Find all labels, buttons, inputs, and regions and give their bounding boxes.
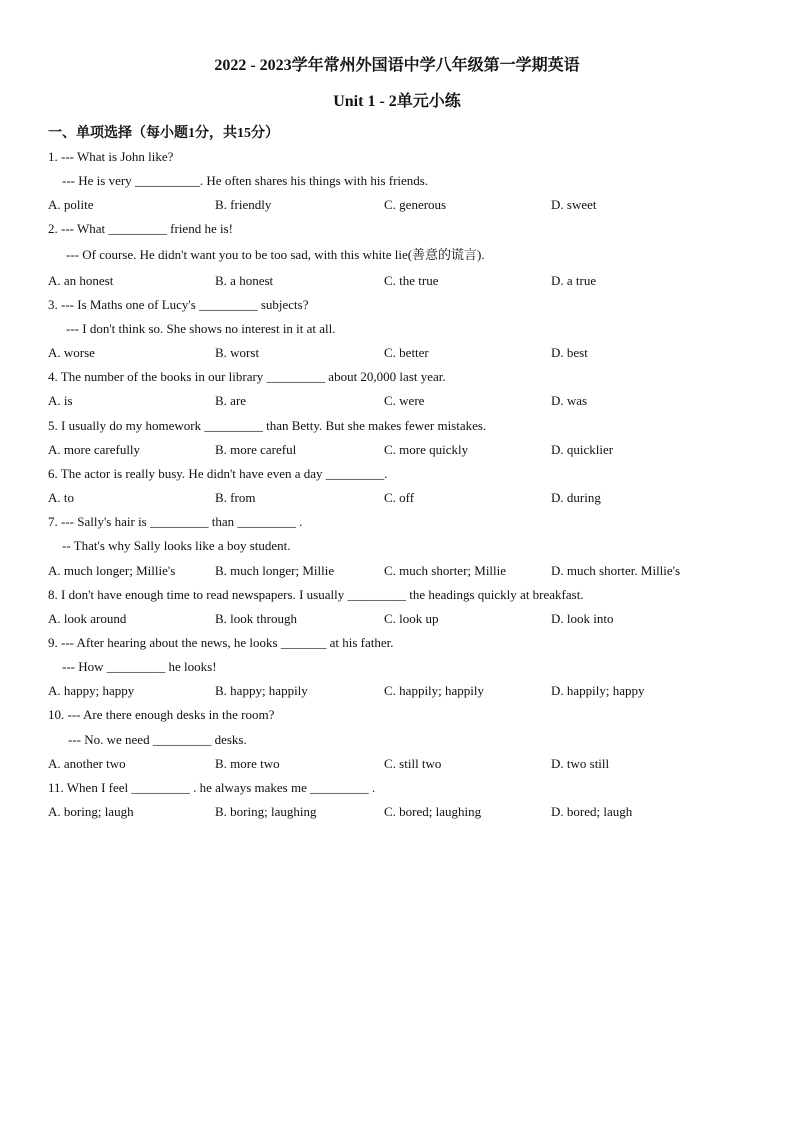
question-9-response: --- How _________ he looks! bbox=[62, 659, 217, 674]
option-b[interactable]: B. look through bbox=[215, 611, 297, 626]
option-d[interactable]: D. two still bbox=[551, 756, 610, 771]
question-6-stem: 6. The actor is really busy. He didn't have even a day _________. bbox=[48, 466, 388, 481]
option-b[interactable]: B. more careful bbox=[215, 442, 297, 457]
option-c[interactable]: C. happily; happily bbox=[384, 683, 485, 698]
question-7-stem: 7. --- Sally's hair is _________ than _________ . bbox=[48, 514, 303, 529]
option-d[interactable]: D. a true bbox=[551, 273, 597, 288]
question-2-stem: 2. --- What _________ friend he is! bbox=[48, 221, 233, 236]
option-a[interactable]: A. worse bbox=[48, 345, 95, 360]
option-c[interactable]: C. were bbox=[384, 393, 425, 408]
question-2-options bbox=[48, 273, 768, 288]
option-b[interactable]: B. a honest bbox=[215, 273, 274, 288]
option-b[interactable]: B. friendly bbox=[215, 197, 272, 212]
option-d[interactable]: D. best bbox=[551, 345, 588, 360]
option-d[interactable]: D. much shorter. Millie's bbox=[551, 563, 681, 578]
option-a[interactable]: A. another two bbox=[48, 756, 126, 771]
question-11-options bbox=[48, 804, 768, 819]
option-c[interactable]: C. look up bbox=[384, 611, 439, 626]
question-1-options bbox=[48, 197, 768, 212]
option-d[interactable]: D. happily; happy bbox=[551, 683, 645, 698]
section-heading: 一、单项选择（每小题1分，共15分） bbox=[48, 126, 279, 141]
question-3-stem: 3. --- Is Maths one of Lucy's _________ subjects? bbox=[48, 297, 309, 312]
option-d[interactable]: D. quicklier bbox=[551, 442, 614, 457]
document-subtitle: Unit 1 - 2单元小练 bbox=[333, 93, 461, 110]
option-b[interactable]: B. from bbox=[215, 490, 256, 505]
option-c[interactable]: C. still two bbox=[384, 756, 442, 771]
question-4-options bbox=[48, 393, 768, 408]
option-b[interactable]: B. much longer; Millie bbox=[215, 563, 335, 578]
question-5-stem: 5. I usually do my homework _________ than Betty. But she makes fewer mistakes. bbox=[48, 418, 487, 433]
question-7-response: -- That's why Sally looks like a boy student. bbox=[62, 538, 291, 553]
option-b[interactable]: B. boring; laughing bbox=[215, 804, 317, 819]
question-11-stem: 11. When I feel _________ . he always makes me _________ . bbox=[48, 780, 376, 795]
option-b[interactable]: B. more two bbox=[215, 756, 280, 771]
option-d[interactable]: D. sweet bbox=[551, 197, 597, 212]
option-c[interactable]: C. more quickly bbox=[384, 442, 469, 457]
option-c[interactable]: C. much shorter; Millie bbox=[384, 563, 507, 578]
document-title: 2022 - 2023学年常州外国语中学八年级第一学期英语 bbox=[214, 57, 580, 74]
question-10-stem: 10. --- Are there enough desks in the room? bbox=[48, 707, 275, 722]
option-a[interactable]: A. is bbox=[48, 393, 73, 408]
option-a[interactable]: A. to bbox=[48, 490, 74, 505]
option-d[interactable]: D. was bbox=[551, 393, 588, 408]
option-d[interactable]: D. during bbox=[551, 490, 601, 505]
option-a[interactable]: A. look around bbox=[48, 611, 127, 626]
option-c[interactable]: C. better bbox=[384, 345, 429, 360]
question-3-options bbox=[48, 345, 768, 360]
question-10-options bbox=[48, 756, 768, 771]
option-c[interactable]: C. the true bbox=[384, 273, 439, 288]
question-9-options bbox=[48, 683, 768, 698]
option-b[interactable]: B. are bbox=[215, 393, 247, 408]
question-6-options bbox=[48, 490, 768, 505]
option-b[interactable]: B. happy; happily bbox=[215, 683, 308, 698]
option-d[interactable]: D. look into bbox=[551, 611, 614, 626]
option-a[interactable]: A. boring; laugh bbox=[48, 804, 134, 819]
question-3-response: --- I don't think so. She shows no interest in it at all. bbox=[66, 321, 336, 336]
question-1-stem: 1. --- What is John like? bbox=[48, 149, 174, 164]
option-a[interactable]: A. an honest bbox=[48, 273, 114, 288]
option-a[interactable]: A. much longer; Millie's bbox=[48, 563, 176, 578]
option-a[interactable]: A. more carefully bbox=[48, 442, 141, 457]
question-1-response: --- He is very __________. He often shares his things with his friends. bbox=[62, 173, 429, 188]
question-9-stem: 9. --- After hearing about the news, he looks _______ at his father. bbox=[48, 635, 394, 650]
question-4-stem: 4. The number of the books in our library _________ about 20,000 last year. bbox=[48, 369, 446, 384]
option-c[interactable]: C. off bbox=[384, 490, 415, 505]
option-c[interactable]: C. bored; laughing bbox=[384, 804, 482, 819]
option-b[interactable]: B. worst bbox=[215, 345, 260, 360]
option-d[interactable]: D. bored; laugh bbox=[551, 804, 633, 819]
question-2-response: --- Of course. He didn't want you to be too sad, with this white lie(善意的谎言). bbox=[66, 247, 485, 262]
question-8-options bbox=[48, 611, 768, 626]
question-8-stem: 8. I don't have enough time to read newspapers. I usually _________ the headings quickly at breakfast. bbox=[48, 587, 584, 602]
option-a[interactable]: A. polite bbox=[48, 197, 94, 212]
question-10-response: --- No. we need _________ desks. bbox=[68, 732, 247, 747]
question-7-options bbox=[48, 563, 768, 578]
option-a[interactable]: A. happy; happy bbox=[48, 683, 135, 698]
option-c[interactable]: C. generous bbox=[384, 197, 447, 212]
question-5-options bbox=[48, 442, 768, 457]
